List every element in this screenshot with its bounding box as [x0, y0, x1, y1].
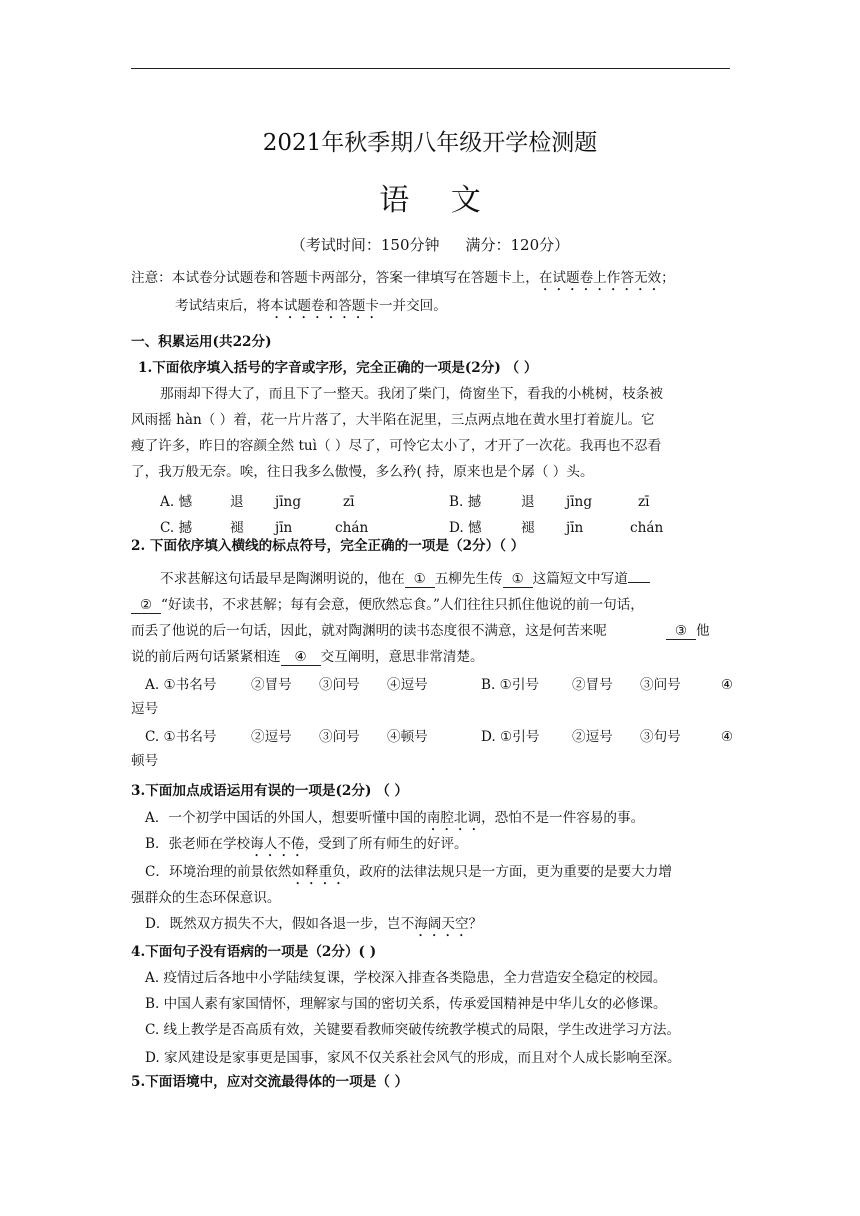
- q3-option-d: D．既然双方损失不大，假如各退一步，岂不海阔天空？: [145, 916, 483, 932]
- full-score: 满分：120分）: [465, 236, 570, 254]
- q2-passage-line: 不求甚解这句话最早是陶渊明说的，他在 ① 五柳先生传 ① 这篇短文中写道: [160, 569, 650, 589]
- q4-stem: 4.下面句子没有语病的一项是（2分）( ): [131, 944, 377, 960]
- q2-option-b: B. ①引号 ②冒号 ③问号 ④: [481, 677, 733, 693]
- q1-passage-line: 那雨却下得大了，而且下了一整天。我闭了柴门，倚窗坐下，看我的小桃树，枝条被: [160, 386, 663, 402]
- q1-passage-line: 风雨摇 hàn（ ）着，花一片片落了，大半陷在泥里，三点两点地在黄水里打着旋儿。它: [131, 412, 655, 428]
- q2-option-d-cont: 顿号: [131, 753, 159, 769]
- q2-passage-line: ② “好读书，不求甚解；每有会意，便欣然忘食。”人们往往只抓住他说的前一句话，: [131, 595, 644, 615]
- q3-option-b: B．张老师在学校诲人不倦，受到了所有师生的好评。: [145, 836, 468, 852]
- q2-option-c: C. ①书名号 ②逗号 ③问号 ④顿号: [145, 729, 428, 745]
- q1-options-row-2: C. 撼 褪 jīn chán D. 憾 褪 jīn chán: [160, 520, 664, 536]
- q1-options-row-1: A. 憾 退 jīng zī B. 撼 退 jīng zī: [160, 494, 650, 510]
- q2-passage-line: 说的前后两句话紧紧相连 ④ 交互阐明，意思非常清楚。: [131, 649, 484, 665]
- q1-passage-line: 了，我万般无奈。唉，往日我多么傲慢，多么矜( 持，原来也是个孱（ ）头。: [131, 464, 594, 480]
- q4-option-c: C. 线上教学是否高质有效，关键要看教师突破传统教学模式的局限，学生改进学习方法。: [145, 1022, 681, 1038]
- q5-stem: 5.下面语境中，应对交流最得体的一项是（ ）: [131, 1074, 409, 1090]
- q2-option-d: D. ①引号 ②逗号 ③句号 ④: [481, 729, 733, 745]
- exam-time: （考试时间：150分钟: [290, 236, 440, 254]
- section-heading: 一、积累运用(共22分): [131, 334, 272, 350]
- q2-stem: 2. 下面依序填入横线的标点符号，完全正确的一项是（2分）（ ）: [131, 538, 525, 554]
- notice-line-2: 考试结束后，将本试题卷和答题卡一并交回。: [175, 298, 447, 314]
- q4-option-b: B. 中国人素有家国情怀，理解家与国的密切关系，传承爱国精神是中华儿女的必修课。: [145, 996, 667, 1012]
- q2-option-b-cont: 逗号: [131, 701, 159, 717]
- q2-option-a: A. ①书名号 ②冒号 ③问号 ④逗号: [145, 677, 428, 693]
- q3-stem: 3.下面加点成语运用有误的一项是(2分) （ ）: [131, 783, 409, 799]
- q3-option-a: A．一个初学中国话的外国人，想要听懂中国的南腔北调，恐怕不是一件容易的事。: [145, 810, 645, 826]
- q1-passage-line: 瘦了许多，昨日的容颜全然 tuì（ ）尽了，可怜它太小了，才开了一次花。我再也不忍看: [131, 438, 662, 454]
- q2-passage-line: 而丢了他说的后一句话，因此，就对陶渊明的读书态度很不满意，这是何苦来呢: [131, 623, 607, 639]
- top-rule: [131, 68, 730, 69]
- q3-option-c: C．环境治理的前景依然如释重负，政府的法律法规只是一方面，更为重要的是要大力增: [145, 864, 672, 880]
- subject-title: 语 文: [379, 183, 497, 218]
- notice-emphasis-2: 本试题卷和答题卡: [270, 298, 379, 314]
- q4-option-d: D. 家风建设是家事更是国事，家风不仅关系社会风气的形成，而且对个人成长影响至深。: [145, 1050, 681, 1066]
- notice-line-1: 注意：本试卷分试题卷和答题卡两部分，答案一律填写在答题卡上，在试题卷上作答无效；: [131, 270, 675, 286]
- q3-option-c-cont: 强群众的生态环保意识。: [131, 890, 281, 906]
- page-title: 2021年秋季期八年级开学检测题: [262, 130, 598, 156]
- q1-stem: 1.下面依序填入括号的字音或字形，完全正确的一项是(2分) （ ）: [138, 360, 538, 376]
- notice-emphasis: 在试题卷上作答无效: [538, 270, 662, 286]
- q2-passage-line: ③ 他: [666, 621, 710, 641]
- q4-option-a: A. 疫情过后各地中小学陆续复课，学校深入排查各类隐患，全力营造安全稳定的校园。: [145, 970, 667, 986]
- exam-info: [0, 234, 860, 255]
